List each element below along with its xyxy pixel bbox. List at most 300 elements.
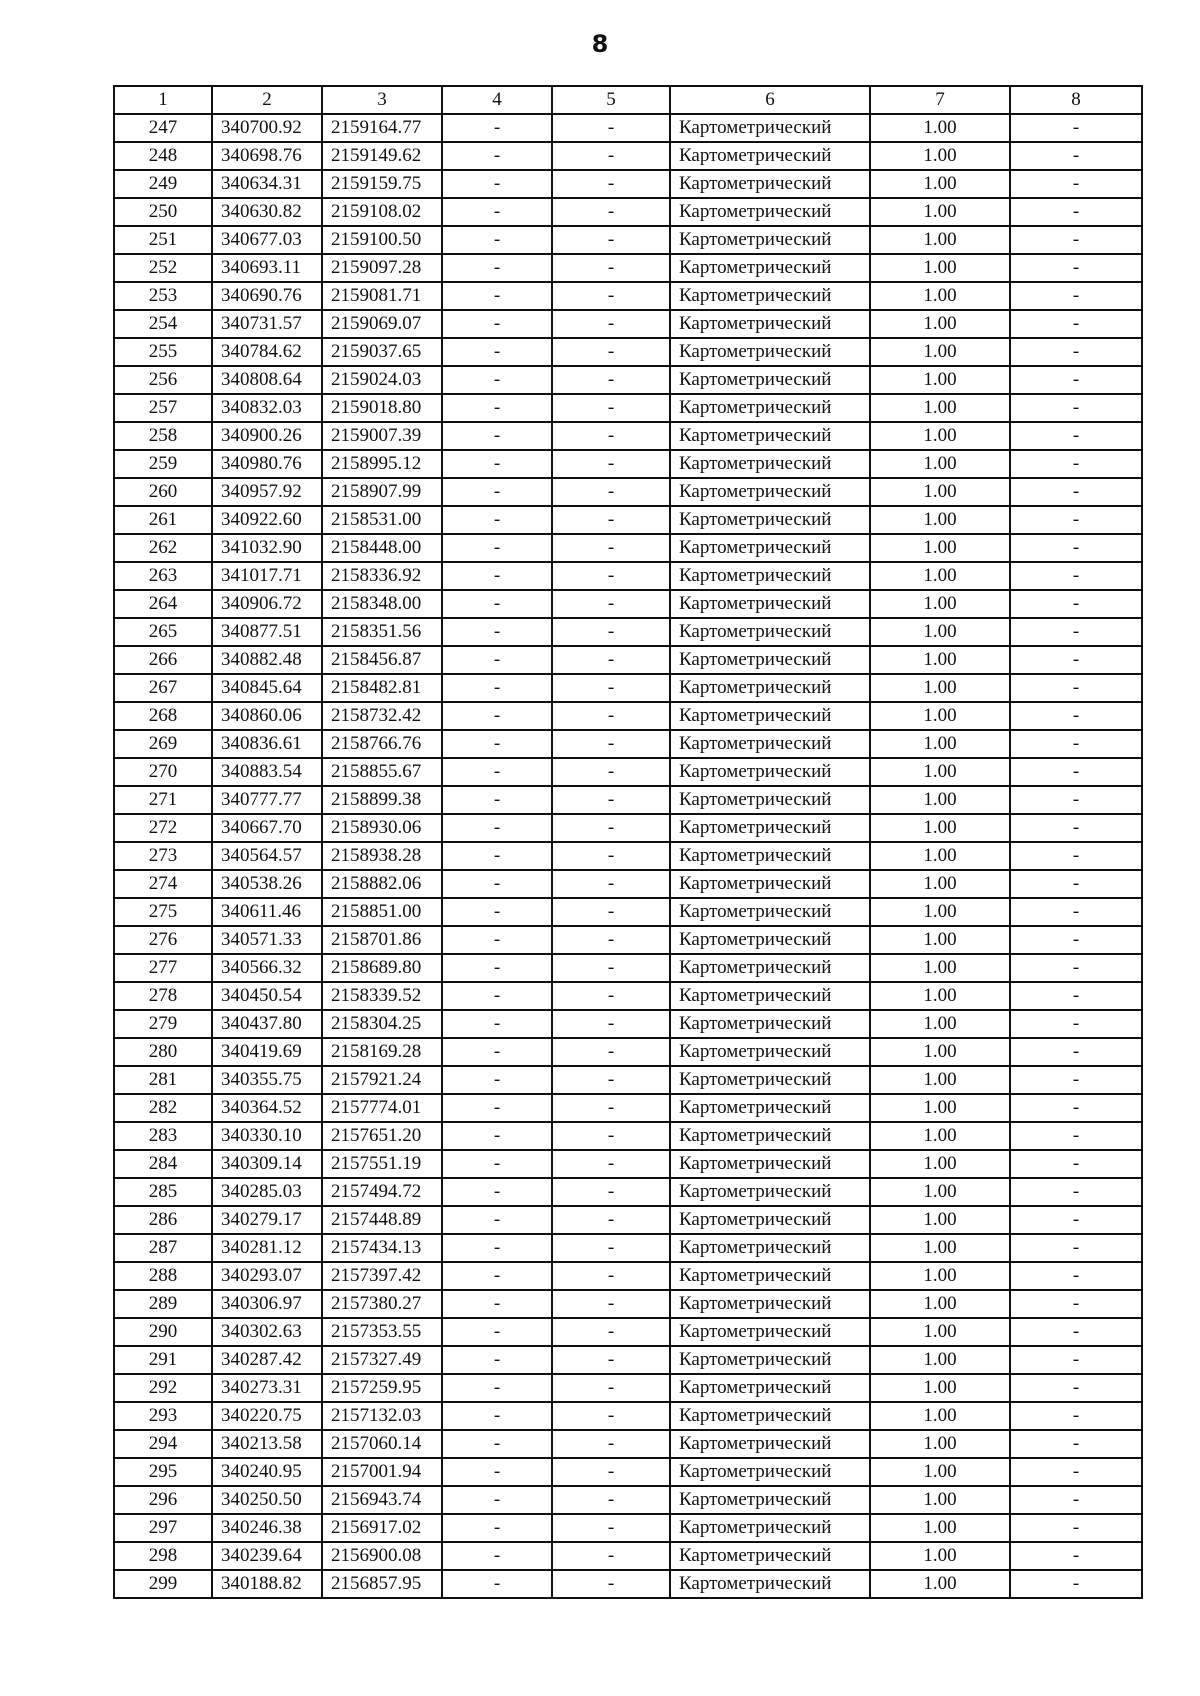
cell-y-coordinate: 2156917.02: [322, 1514, 442, 1542]
cell-method: Картометрический: [670, 842, 870, 870]
cell-point-number: 281: [114, 1066, 212, 1094]
cell-point-number: 270: [114, 758, 212, 786]
cell-x-coordinate: 340611.46: [212, 898, 322, 926]
cell-col-4: -: [442, 338, 552, 366]
cell-col-4: -: [442, 1122, 552, 1150]
cell-y-coordinate: 2159069.07: [322, 310, 442, 338]
cell-y-coordinate: 2158448.00: [322, 534, 442, 562]
cell-col-8: -: [1010, 170, 1142, 198]
cell-x-coordinate: 340302.63: [212, 1318, 322, 1346]
cell-col-8: -: [1010, 506, 1142, 534]
cell-x-coordinate: 341032.90: [212, 534, 322, 562]
table-row: [114, 310, 1142, 338]
cell-x-coordinate: 340922.60: [212, 506, 322, 534]
cell-col-8: -: [1010, 422, 1142, 450]
cell-col-8: -: [1010, 590, 1142, 618]
cell-accuracy: 1.00: [870, 394, 1010, 422]
cell-point-number: 284: [114, 1150, 212, 1178]
cell-x-coordinate: 340690.76: [212, 282, 322, 310]
cell-x-coordinate: 340309.14: [212, 1150, 322, 1178]
cell-point-number: 263: [114, 562, 212, 590]
cell-method: Картометрический: [670, 730, 870, 758]
cell-y-coordinate: 2156943.74: [322, 1486, 442, 1514]
cell-point-number: 292: [114, 1374, 212, 1402]
cell-method: Картометрический: [670, 422, 870, 450]
cell-col-4: -: [442, 422, 552, 450]
cell-col-4: -: [442, 590, 552, 618]
cell-y-coordinate: 2157259.95: [322, 1374, 442, 1402]
table-row: [114, 394, 1142, 422]
table-row: [114, 758, 1142, 786]
cell-col-5: -: [552, 1178, 670, 1206]
cell-method: Картометрический: [670, 590, 870, 618]
cell-method: Картометрический: [670, 478, 870, 506]
cell-y-coordinate: 2158851.00: [322, 898, 442, 926]
cell-method: Картометрический: [670, 786, 870, 814]
cell-y-coordinate: 2157774.01: [322, 1094, 442, 1122]
cell-x-coordinate: 340980.76: [212, 450, 322, 478]
table-row: [114, 814, 1142, 842]
cell-x-coordinate: 340566.32: [212, 954, 322, 982]
cell-y-coordinate: 2158531.00: [322, 506, 442, 534]
cell-y-coordinate: 2159097.28: [322, 254, 442, 282]
cell-x-coordinate: 340250.50: [212, 1486, 322, 1514]
cell-y-coordinate: 2159018.80: [322, 394, 442, 422]
cell-col-5: -: [552, 1038, 670, 1066]
cell-method: Картометрический: [670, 1318, 870, 1346]
cell-x-coordinate: 340285.03: [212, 1178, 322, 1206]
cell-point-number: 251: [114, 226, 212, 254]
cell-col-8: -: [1010, 646, 1142, 674]
cell-y-coordinate: 2158304.25: [322, 1010, 442, 1038]
cell-x-coordinate: 340239.64: [212, 1542, 322, 1570]
cell-x-coordinate: 340808.64: [212, 366, 322, 394]
cell-col-5: -: [552, 226, 670, 254]
cell-accuracy: 1.00: [870, 1094, 1010, 1122]
cell-method: Картометрический: [670, 1150, 870, 1178]
cell-accuracy: 1.00: [870, 1486, 1010, 1514]
table-row: [114, 870, 1142, 898]
cell-point-number: 256: [114, 366, 212, 394]
cell-col-8: -: [1010, 926, 1142, 954]
cell-y-coordinate: 2158689.80: [322, 954, 442, 982]
cell-x-coordinate: 340700.92: [212, 114, 322, 142]
cell-method: Картометрический: [670, 1038, 870, 1066]
cell-y-coordinate: 2157651.20: [322, 1122, 442, 1150]
cell-point-number: 283: [114, 1122, 212, 1150]
cell-point-number: 272: [114, 814, 212, 842]
cell-col-5: -: [552, 1430, 670, 1458]
table-row: [114, 1542, 1142, 1570]
cell-y-coordinate: 2158938.28: [322, 842, 442, 870]
cell-x-coordinate: 340784.62: [212, 338, 322, 366]
cell-accuracy: 1.00: [870, 1290, 1010, 1318]
cell-col-4: -: [442, 926, 552, 954]
cell-col-5: -: [552, 898, 670, 926]
cell-accuracy: 1.00: [870, 1514, 1010, 1542]
cell-col-8: -: [1010, 1290, 1142, 1318]
table-row: [114, 170, 1142, 198]
cell-col-5: -: [552, 478, 670, 506]
cell-y-coordinate: 2158351.56: [322, 618, 442, 646]
cell-col-4: -: [442, 450, 552, 478]
cell-x-coordinate: 340364.52: [212, 1094, 322, 1122]
cell-y-coordinate: 2159024.03: [322, 366, 442, 394]
table-row: [114, 702, 1142, 730]
cell-x-coordinate: 340279.17: [212, 1206, 322, 1234]
cell-col-4: -: [442, 478, 552, 506]
cell-col-4: -: [442, 1066, 552, 1094]
cell-method: Картометрический: [670, 1374, 870, 1402]
cell-accuracy: 1.00: [870, 646, 1010, 674]
cell-x-coordinate: 340832.03: [212, 394, 322, 422]
cell-point-number: 255: [114, 338, 212, 366]
table-row: [114, 562, 1142, 590]
cell-col-4: -: [442, 562, 552, 590]
table-row: [114, 534, 1142, 562]
cell-method: Картометрический: [670, 562, 870, 590]
table-row: [114, 1402, 1142, 1430]
cell-y-coordinate: 2159159.75: [322, 170, 442, 198]
cell-col-4: -: [442, 170, 552, 198]
cell-col-5: -: [552, 926, 670, 954]
cell-method: Картометрический: [670, 870, 870, 898]
cell-point-number: 285: [114, 1178, 212, 1206]
table-row: [114, 1570, 1142, 1598]
cell-col-8: -: [1010, 1066, 1142, 1094]
table-row: [114, 1374, 1142, 1402]
cell-method: Картометрический: [670, 338, 870, 366]
cell-col-5: -: [552, 842, 670, 870]
cell-y-coordinate: 2158336.92: [322, 562, 442, 590]
cell-col-5: -: [552, 1290, 670, 1318]
cell-accuracy: 1.00: [870, 310, 1010, 338]
cell-point-number: 252: [114, 254, 212, 282]
table-row: [114, 1262, 1142, 1290]
cell-accuracy: 1.00: [870, 1402, 1010, 1430]
cell-col-8: -: [1010, 1038, 1142, 1066]
cell-col-4: -: [442, 226, 552, 254]
cell-col-5: -: [552, 450, 670, 478]
cell-x-coordinate: 340698.76: [212, 142, 322, 170]
cell-method: Картометрический: [670, 646, 870, 674]
cell-x-coordinate: 340419.69: [212, 1038, 322, 1066]
cell-col-5: -: [552, 366, 670, 394]
table-row: [114, 1094, 1142, 1122]
cell-x-coordinate: 340877.51: [212, 618, 322, 646]
cell-col-5: -: [552, 1010, 670, 1038]
cell-col-8: -: [1010, 1206, 1142, 1234]
cell-col-4: -: [442, 646, 552, 674]
table-row: [114, 982, 1142, 1010]
cell-accuracy: 1.00: [870, 898, 1010, 926]
cell-y-coordinate: 2158456.87: [322, 646, 442, 674]
cell-col-4: -: [442, 310, 552, 338]
cell-col-8: -: [1010, 1318, 1142, 1346]
cell-x-coordinate: 340693.11: [212, 254, 322, 282]
cell-accuracy: 1.00: [870, 1234, 1010, 1262]
cell-x-coordinate: 340882.48: [212, 646, 322, 674]
cell-accuracy: 1.00: [870, 618, 1010, 646]
cell-col-5: -: [552, 1402, 670, 1430]
table-row: [114, 1514, 1142, 1542]
cell-method: Картометрический: [670, 450, 870, 478]
cell-col-5: -: [552, 310, 670, 338]
cell-y-coordinate: 2157132.03: [322, 1402, 442, 1430]
cell-col-5: -: [552, 422, 670, 450]
table-row: [114, 926, 1142, 954]
cell-x-coordinate: 340860.06: [212, 702, 322, 730]
cell-x-coordinate: 341017.71: [212, 562, 322, 590]
cell-col-4: -: [442, 814, 552, 842]
cell-y-coordinate: 2157551.19: [322, 1150, 442, 1178]
cell-col-4: -: [442, 1570, 552, 1598]
cell-y-coordinate: 2158701.86: [322, 926, 442, 954]
cell-col-5: -: [552, 506, 670, 534]
table-body: [114, 114, 1142, 1598]
cell-x-coordinate: 340571.33: [212, 926, 322, 954]
cell-col-5: -: [552, 114, 670, 142]
cell-col-8: -: [1010, 898, 1142, 926]
table-row: [114, 1010, 1142, 1038]
cell-col-8: -: [1010, 730, 1142, 758]
cell-y-coordinate: 2158899.38: [322, 786, 442, 814]
cell-col-5: -: [552, 1094, 670, 1122]
cell-col-5: -: [552, 590, 670, 618]
cell-point-number: 295: [114, 1458, 212, 1486]
cell-accuracy: 1.00: [870, 170, 1010, 198]
cell-point-number: 299: [114, 1570, 212, 1598]
cell-accuracy: 1.00: [870, 254, 1010, 282]
cell-col-8: -: [1010, 954, 1142, 982]
cell-y-coordinate: 2159164.77: [322, 114, 442, 142]
cell-col-5: -: [552, 1262, 670, 1290]
cell-col-4: -: [442, 254, 552, 282]
table-row: [114, 1458, 1142, 1486]
table-row: [114, 1318, 1142, 1346]
cell-col-4: -: [442, 982, 552, 1010]
cell-x-coordinate: 340240.95: [212, 1458, 322, 1486]
cell-method: Картометрический: [670, 226, 870, 254]
cell-x-coordinate: 340293.07: [212, 1262, 322, 1290]
cell-method: Картометрический: [670, 170, 870, 198]
cell-point-number: 291: [114, 1346, 212, 1374]
cell-col-5: -: [552, 646, 670, 674]
cell-point-number: 289: [114, 1290, 212, 1318]
cell-accuracy: 1.00: [870, 1318, 1010, 1346]
cell-col-8: -: [1010, 450, 1142, 478]
cell-point-number: 254: [114, 310, 212, 338]
cell-col-5: -: [552, 534, 670, 562]
cell-method: Картометрический: [670, 1010, 870, 1038]
cell-col-8: -: [1010, 1570, 1142, 1598]
table-row: [114, 1038, 1142, 1066]
cell-accuracy: 1.00: [870, 1262, 1010, 1290]
cell-x-coordinate: 340287.42: [212, 1346, 322, 1374]
cell-y-coordinate: 2158995.12: [322, 450, 442, 478]
cell-col-4: -: [442, 1458, 552, 1486]
cell-method: Картометрический: [670, 1346, 870, 1374]
cell-col-5: -: [552, 1122, 670, 1150]
cell-x-coordinate: 340330.10: [212, 1122, 322, 1150]
cell-col-5: -: [552, 982, 670, 1010]
cell-col-4: -: [442, 1094, 552, 1122]
cell-y-coordinate: 2159081.71: [322, 282, 442, 310]
cell-point-number: 296: [114, 1486, 212, 1514]
cell-point-number: 293: [114, 1402, 212, 1430]
cell-col-5: -: [552, 562, 670, 590]
cell-col-4: -: [442, 1290, 552, 1318]
page-number: 8: [591, 30, 609, 58]
cell-point-number: 258: [114, 422, 212, 450]
cell-accuracy: 1.00: [870, 1150, 1010, 1178]
header-row: [114, 86, 1142, 114]
table-row: [114, 786, 1142, 814]
table-row: [114, 198, 1142, 226]
cell-y-coordinate: 2158482.81: [322, 674, 442, 702]
cell-x-coordinate: 340355.75: [212, 1066, 322, 1094]
cell-point-number: 250: [114, 198, 212, 226]
cell-x-coordinate: 340883.54: [212, 758, 322, 786]
cell-col-4: -: [442, 674, 552, 702]
cell-accuracy: 1.00: [870, 982, 1010, 1010]
cell-col-5: -: [552, 786, 670, 814]
cell-accuracy: 1.00: [870, 1542, 1010, 1570]
cell-x-coordinate: 340906.72: [212, 590, 322, 618]
column-header-5: 5: [552, 86, 670, 114]
cell-x-coordinate: 340246.38: [212, 1514, 322, 1542]
cell-col-4: -: [442, 1150, 552, 1178]
cell-y-coordinate: 2157921.24: [322, 1066, 442, 1094]
cell-col-5: -: [552, 338, 670, 366]
column-header-6: 6: [670, 86, 870, 114]
cell-accuracy: 1.00: [870, 1038, 1010, 1066]
table-row: [114, 1234, 1142, 1262]
cell-point-number: 248: [114, 142, 212, 170]
cell-col-5: -: [552, 1318, 670, 1346]
cell-col-8: -: [1010, 1122, 1142, 1150]
cell-col-5: -: [552, 1542, 670, 1570]
cell-x-coordinate: 340845.64: [212, 674, 322, 702]
cell-x-coordinate: 340306.97: [212, 1290, 322, 1318]
cell-y-coordinate: 2158930.06: [322, 814, 442, 842]
cell-col-4: -: [442, 1486, 552, 1514]
table-row: [114, 506, 1142, 534]
cell-accuracy: 1.00: [870, 1178, 1010, 1206]
cell-col-8: -: [1010, 1178, 1142, 1206]
cell-col-8: -: [1010, 758, 1142, 786]
cell-accuracy: 1.00: [870, 730, 1010, 758]
column-header-8: 8: [1010, 86, 1142, 114]
cell-col-8: -: [1010, 142, 1142, 170]
cell-col-5: -: [552, 758, 670, 786]
cell-accuracy: 1.00: [870, 366, 1010, 394]
cell-point-number: 262: [114, 534, 212, 562]
cell-method: Картометрический: [670, 282, 870, 310]
cell-x-coordinate: 340900.26: [212, 422, 322, 450]
cell-y-coordinate: 2159007.39: [322, 422, 442, 450]
cell-accuracy: 1.00: [870, 1010, 1010, 1038]
cell-col-8: -: [1010, 1374, 1142, 1402]
cell-accuracy: 1.00: [870, 1122, 1010, 1150]
cell-accuracy: 1.00: [870, 478, 1010, 506]
cell-method: Картометрический: [670, 674, 870, 702]
coordinates-table: [113, 85, 1143, 1599]
cell-col-8: -: [1010, 1514, 1142, 1542]
cell-method: Картометрический: [670, 394, 870, 422]
table-row: [114, 1066, 1142, 1094]
cell-col-8: -: [1010, 338, 1142, 366]
table-row: [114, 282, 1142, 310]
cell-col-4: -: [442, 954, 552, 982]
cell-col-5: -: [552, 618, 670, 646]
cell-col-4: -: [442, 114, 552, 142]
cell-y-coordinate: 2158732.42: [322, 702, 442, 730]
cell-accuracy: 1.00: [870, 702, 1010, 730]
cell-point-number: 287: [114, 1234, 212, 1262]
cell-x-coordinate: 340777.77: [212, 786, 322, 814]
cell-accuracy: 1.00: [870, 842, 1010, 870]
cell-col-5: -: [552, 1458, 670, 1486]
cell-accuracy: 1.00: [870, 506, 1010, 534]
cell-col-8: -: [1010, 842, 1142, 870]
cell-x-coordinate: 340273.31: [212, 1374, 322, 1402]
cell-accuracy: 1.00: [870, 1458, 1010, 1486]
cell-accuracy: 1.00: [870, 226, 1010, 254]
cell-col-4: -: [442, 282, 552, 310]
cell-x-coordinate: 340188.82: [212, 1570, 322, 1598]
cell-col-5: -: [552, 730, 670, 758]
cell-point-number: 288: [114, 1262, 212, 1290]
cell-col-8: -: [1010, 282, 1142, 310]
cell-col-8: -: [1010, 226, 1142, 254]
cell-accuracy: 1.00: [870, 142, 1010, 170]
cell-col-4: -: [442, 534, 552, 562]
cell-method: Картометрический: [670, 198, 870, 226]
cell-col-4: -: [442, 1402, 552, 1430]
cell-col-8: -: [1010, 114, 1142, 142]
cell-point-number: 267: [114, 674, 212, 702]
table-row: [114, 842, 1142, 870]
cell-col-4: -: [442, 786, 552, 814]
table-row: [114, 226, 1142, 254]
table-row: [114, 646, 1142, 674]
cell-col-5: -: [552, 1346, 670, 1374]
cell-y-coordinate: 2159037.65: [322, 338, 442, 366]
cell-point-number: 279: [114, 1010, 212, 1038]
column-header-7: 7: [870, 86, 1010, 114]
cell-method: Картометрический: [670, 1430, 870, 1458]
cell-point-number: 276: [114, 926, 212, 954]
cell-y-coordinate: 2157353.55: [322, 1318, 442, 1346]
cell-col-8: -: [1010, 1150, 1142, 1178]
cell-method: Картометрический: [670, 1262, 870, 1290]
cell-point-number: 266: [114, 646, 212, 674]
cell-method: Картометрический: [670, 1094, 870, 1122]
cell-method: Картометрический: [670, 1570, 870, 1598]
cell-method: Картометрический: [670, 534, 870, 562]
table-row: [114, 1122, 1142, 1150]
cell-point-number: 273: [114, 842, 212, 870]
cell-point-number: 277: [114, 954, 212, 982]
cell-x-coordinate: 340281.12: [212, 1234, 322, 1262]
table-row: [114, 1150, 1142, 1178]
cell-method: Картометрический: [670, 954, 870, 982]
cell-accuracy: 1.00: [870, 1430, 1010, 1458]
cell-col-5: -: [552, 702, 670, 730]
table-row: [114, 114, 1142, 142]
cell-y-coordinate: 2156857.95: [322, 1570, 442, 1598]
